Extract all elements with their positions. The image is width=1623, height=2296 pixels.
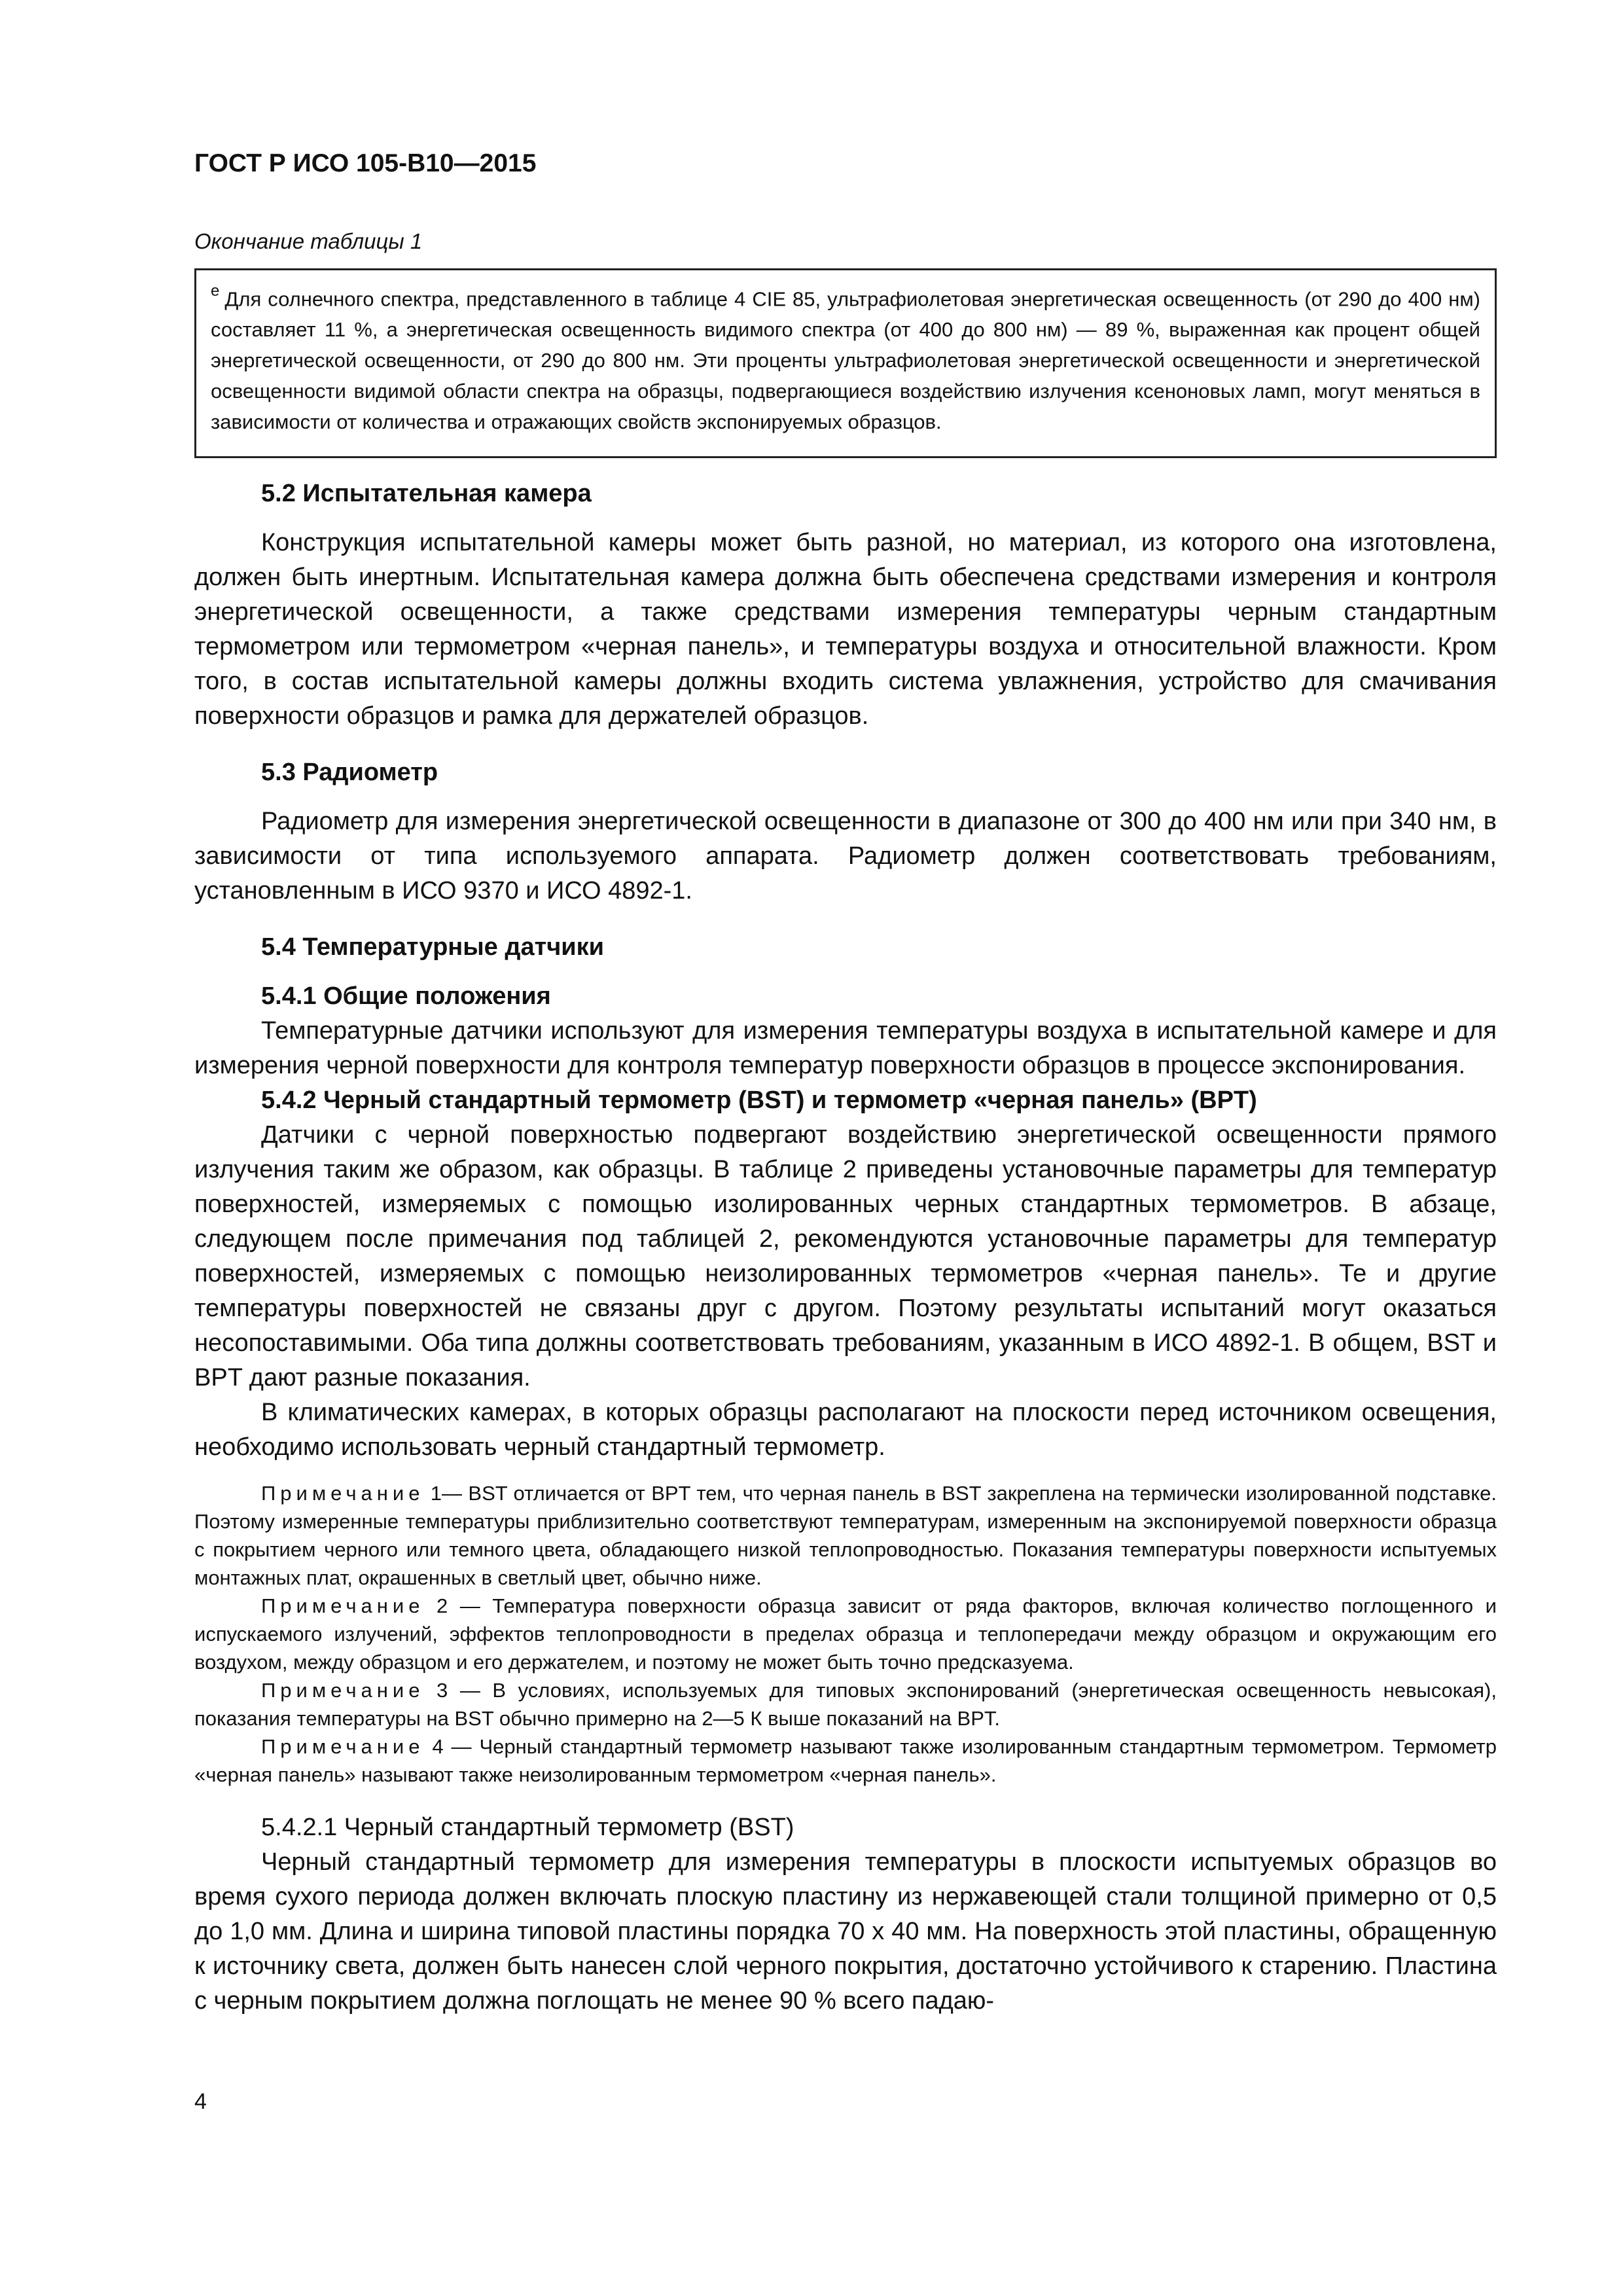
table-footnote-box [194, 268, 1497, 458]
note-label: Примечание [261, 1679, 425, 1702]
footnote-text: Для солнечного спектра, представленного в таблице 4 CIE 85, ультрафиолетовая энергетическая освещенность (от 290 до 400 нм) составляет 11 %, а энергетическая освещенность видимого спектра (от 400 до 800 нм) — 89 %, выраженная как процент общей энергетической освещенности, от 290 до 800 нм. Эти проценты ультрафиолетовая энергетической освещенности и энергетической освещенности видимой области спектра на образцы, подвергающиеся воздействию излучения ксеноновых ламп, могут меняться в зависимости от количества и отражающих свойств экспонируемых образцов. [211, 287, 1480, 434]
page-number: 4 [194, 2089, 207, 2114]
main-content [194, 476, 1497, 2018]
note-label: Примечание [261, 1735, 425, 1758]
section-heading-5-4-1: 5.4.1 Общие положения [261, 982, 551, 1010]
document-header: ГОСТ Р ИСО 105-В10—2015 [194, 149, 537, 177]
footnote-marker: e [211, 282, 220, 300]
section-heading-5-3: 5.3 Радиометр [261, 759, 438, 786]
note-text: 1— BST отличается от BPT тем, что черная панель в BST закреплена на термически изолированной подставке. Поэтому измеренные температуры приблизительно соответствуют температурам, измеренным на экспонируемой поверхности образца с покрытием черного или темного цвета, обладающего низкой теплопроводностью. Показания температуры поверхности испытуемых монтажных плат, окрашенных в светлый цвет, обычно ниже. [194, 1482, 1497, 1589]
note-text: 3 — В условиях, используемых для типовых экспонирований (энергетическая освещенность невысокая), показания температуры на BST обычно примерно на 2—5 К выше показаний на BPT. [194, 1679, 1497, 1730]
paragraph-5-4-1: Температурные датчики используют для измерения температуры воздуха в испытательной камере и для измерения черной поверхности для контроля температур поверхности образцов в процессе экспонирования. [194, 1017, 1497, 1079]
paragraph-5-4-2-a: Датчики с черной поверхностью подвергают воздействию энергетической освещенности прямого излучения таким же образом, как образцы. В таблице 2 приведены установочные параметры для температур поверхностей, измеряемых с помощью изолированных черных стандартных термометров. В абзаце, следующем после примечания под таблицей 2, рекомендуются установочные параметры для температур поверхностей, измеряемых с помощью неизолированных термометров «черная панель». Те и другие температуры поверхностей не связаны друг с другом. Поэтому результаты испытаний могут оказаться несопоставимыми. Оба типа должны соответствовать требованиям, указанным в ИСО 4892-1. В общем, BST и BPT дают разные показания. [194, 1121, 1497, 1391]
note-3 [194, 1676, 1497, 1732]
note-label: Примечание [261, 1594, 425, 1617]
section-heading-5-4-2: 5.4.2 Черный стандартный термометр (BST) и термометр «черная панель» (BPT) [261, 1086, 1257, 1114]
section-heading-5-4: 5.4 Температурные датчики [261, 933, 605, 961]
paragraph-5-3: Радиометр для измерения энергетической освещенности в диапазоне от 300 до 400 нм или при 340 нм, в зависимости от типа используемого аппарата. Радиометр должен соответствовать требованиям, установленным в ИСО 9370 и ИСО 4892-1. [194, 808, 1497, 905]
section-heading-5-4-2-1: 5.4.2.1 Черный стандартный термометр (BST) [261, 1814, 794, 1841]
table-continuation-caption: Окончание таблицы 1 [194, 229, 423, 253]
paragraph-5-4-2-1: Черный стандартный термометр для измерения температуры в плоскости испытуемых образцов во время сухого периода должен включать плоскую пластину из нержавеющей стали толщиной примерно от 0,5 до 1,0 мм. Длина и ширина типовой пластины порядка 70 х 40 мм. На поверхность этой пластины, обращенную к источнику света, должен быть нанесен слой черного покрытия, достаточно устойчивого к старению. Пластина с черным покрытием должна поглощать не менее 90 % всего падаю- [194, 1848, 1497, 2015]
note-1 [194, 1479, 1497, 1592]
note-label: Примечание [261, 1482, 425, 1505]
paragraph-5-4-2-b: В климатических камерах, в которых образцы располагают на плоскости перед источником освещения, необходимо использовать черный стандартный термометр. [194, 1399, 1497, 1461]
note-text: 2 — Температура поверхности образца зависит от ряда факторов, включая количество поглощенного и испускаемого излучений, эффектов теплопроводности в пределах образца и теплопередачи между образцом и окружающим его воздухом, между образцом и его держателем, и поэтому не может быть точно предсказуема. [194, 1594, 1497, 1674]
section-heading-5-2: 5.2 Испытательная камера [261, 480, 592, 507]
paragraph-5-2: Конструкция испытательной камеры может быть разной, но материал, из которого она изготовлена, должен быть инертным. Испытательная камера должна быть обеспечена средствами измерения и контроля энергетической освещенности, а также средствами измерения температуры черным стандартным термометром или термометром «черная панель», и температуры воздуха и относительной влажности. Кром того, в состав испытательной камеры должны входить система увлажнения, устройство для смачивания поверхности образцов и рамка для держателей образцов. [194, 529, 1497, 730]
note-2 [194, 1592, 1497, 1676]
note-text: 4 — Черный стандартный термометр называют также изолированным стандартным термометром. Термометр «черная панель» называют также неизолированным термометром «черная панель». [194, 1735, 1497, 1786]
note-4 [194, 1732, 1497, 1789]
